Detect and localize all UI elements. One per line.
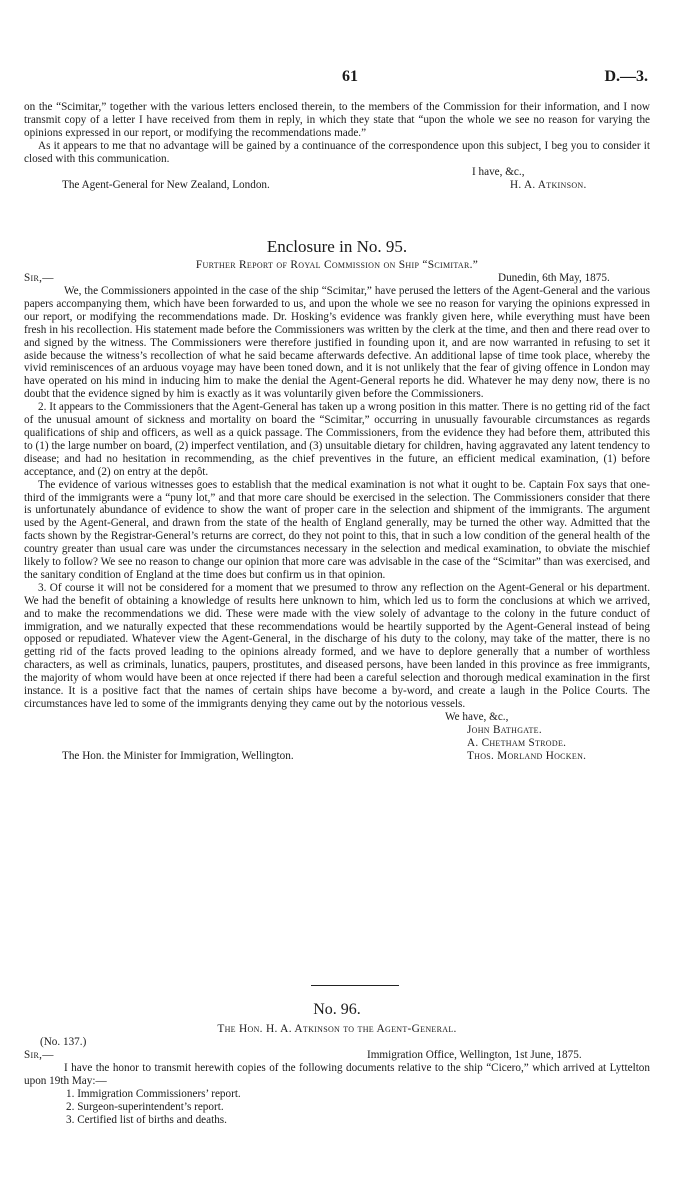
no96-place-date: Immigration Office, Wellington, 1st June, 1875. <box>367 1049 582 1061</box>
signatory-1: John Bathgate. <box>467 723 542 736</box>
salutation: Sir,— <box>24 272 54 284</box>
continuation-paragraph-1: on the “Scimitar,” together with the various letters enclosed therein, to the members of the Commission for their information, and I now transmit copy of a letter I have received from them in reply, in which they state that “upon the whole we see no reason for varying the opinions expressed in our report, or modifying the recommendations made.” <box>24 101 650 139</box>
signatory-row-3 <box>24 750 650 763</box>
continuation-paragraph-2: As it appears to me that no advantage will be gained by a continuance of the correspondence upon this subject, I beg you to consider it closed with this communication. <box>24 139 650 165</box>
signatory-row-2 <box>24 737 650 750</box>
signatory: H. A. Atkinson. <box>510 178 587 191</box>
place-date: Dunedin, 6th May, 1875. <box>498 272 610 284</box>
signature-row <box>24 179 650 192</box>
list-item: 2. Surgeon-superintendent’s report. <box>66 1100 224 1113</box>
closing-phrase: I have, &c., <box>472 165 525 178</box>
enclosure-salutation-row <box>24 272 650 285</box>
enclosure-section <box>24 237 650 763</box>
no96-title: No. 96. <box>313 1001 361 1018</box>
no96-salutation: Sir,— <box>24 1049 54 1061</box>
signatory-row-1 <box>24 724 650 737</box>
no96-ref-row <box>24 1036 650 1049</box>
section-divider <box>311 985 399 986</box>
signatory-3: Thos. Morland Hocken. <box>467 749 587 762</box>
no96-subtitle-text: The Hon. H. A. Atkinson to the Agent-General. <box>217 1023 457 1035</box>
document-page <box>24 0 650 1199</box>
continuation-letter <box>24 101 650 192</box>
enclosure-subtitle-text: Further Report of Royal Commission on Ship “Scimitar.” <box>195 259 479 271</box>
enclosure-title: Enclosure in No. 95. <box>266 237 408 256</box>
no96-paragraph-1: I have the honor to transmit herewith copies of the following documents relative to the ship “Cicero,” which arrived at Lyttelton upon 19th May:— <box>24 1062 650 1087</box>
enclosure-subtitle <box>24 259 650 272</box>
list-item: 1. Immigration Commissioners’ report. <box>66 1087 241 1100</box>
enclosure-paragraph-2: 2. It appears to the Commissioners that the Agent-General has taken up a wrong position in this matter. There is no getting rid of the fact of the unusual amount of sickness and mortality on board the “Scimitar,” occurring in unusually favourable circumstances as regards qualifications of ship and officers, as well as a quick passage. The Commissioners, from the evidence they had before them, attributed this to (1) the large number on board, (2) imperfect ventilation, and (3) unsuitable dietary for children, having aggravated any latent tendency to disease; and had no hesitation in recommending, as the chief preventives in the future, an efficient medical examination, (1) before acceptance, and (2) on entry at the depôt. <box>24 401 650 478</box>
enclosure-closing-row <box>24 711 650 724</box>
closing-row <box>24 166 650 179</box>
list-item: 3. Certified list of births and deaths. <box>66 1113 227 1126</box>
page-header <box>24 68 650 88</box>
no96-subtitle <box>24 1023 650 1036</box>
enclosure-closing: We have, &c., <box>445 710 509 723</box>
document-reference: D.—3. <box>604 68 648 85</box>
no96-section <box>24 1000 650 1127</box>
page-number: 61 <box>342 68 358 85</box>
enclosure-paragraph-4: 3. Of course it will not be considered for a moment that we presumed to throw any reflection on the Agent-General or his department. We had the benefit of obtaining a knowledge of results here unknown to him, which led us to form the conclusions at which we arrived, and to make the recommendations we did. These were made with the view solely of advantage to the colony in the future conduct of immigration, and we naturally expected that these recommendations would be heartily supported by the Agent-General instead of being opposed or repudiated. Whatever view the Agent-General, in the discharge of his duty to the colony, may take of the matter, there is no getting rid of the facts proved leading to the opinions already formed, and we have to deplore generally that a number of worthless characters, as well as criminals, lunatics, paupers, prostitutes, and diseased persons, have been landed in this province as free immigrants, the majority of whom would have been at once rejected if there had been a careful selection and thorough medical examination in the first instance. It is a positive fact that the names of certain ships have become a by-word, and create a laugh in the Police Courts. The circumstances have led to some of the immigrants denying they came out by the notorious vessels. <box>24 581 650 710</box>
enclosure-addressee: The Hon. the Minister for Immigration, Wellington. <box>62 749 294 762</box>
signatory-2: A. Chetham Strode. <box>467 736 567 749</box>
enclosure-paragraph-3: The evidence of various witnesses goes to establish that the medical examination is not what it ought to be. Captain Fox says that one-third of the immigrants were a “puny lot,” and that more care should be exercised in the selection. The Commissioners consider that there is unfortunately abundance of evidence to show the want of proper care in the selection and shipment of the immigrants. The argument used by the Agent-General, and drawn from the state of the health of England generally, may be turned the other way. Admitted that the facts shown by the Registrar-General’s returns are correct, do they not point to this, that in such a low condition of the general health of the country greater than usual care was under the circumstances necessary in the selection and medical examination, to obviate the mischief likely to follow? We see no reason to change our opinion that more care was advisable in the case of the “Scimitar” than was exercised, and the sanitary condition of England at the time does but confirm us in that opinion. <box>24 478 650 581</box>
enclosure-paragraph-1: We, the Commissioners appointed in the case of the ship “Scimitar,” have perused the letters of the Agent-General and the various papers accompanying them, which have been forwarded to us, and upon the whole we see no reason for varying the opinions expressed in our report, or modifying the recommendations made. Dr. Hosking’s evidence was frankly given here, while everything must have been fresh in his recollection. His statement made before the Commissioners was written by the clerk at the time, and then and there read over to and signed by the witness. The Commissioners were therefore justified in founding upon it, and are now warranted in refusing to set it aside because the witness’s recollection of what he said became afterwards defective. An additional lapse of time took place, whereby the vivid reminiscences of an arduous voyage may have been toned down, and it is not unlikely that the fear of giving offence in London may have operated on his mind in inducing him to make the denial the Agent-General reports he did. Whatever he may deny now, there is no doubt that the evidence signed by him is exactly as it was voluntarily given before the Commissioners. <box>24 285 650 401</box>
addressee: The Agent-General for New Zealand, London. <box>62 178 270 191</box>
no96-reference: (No. 137.) <box>40 1036 87 1048</box>
document-list <box>24 1088 650 1127</box>
no96-salutation-row <box>24 1049 650 1062</box>
